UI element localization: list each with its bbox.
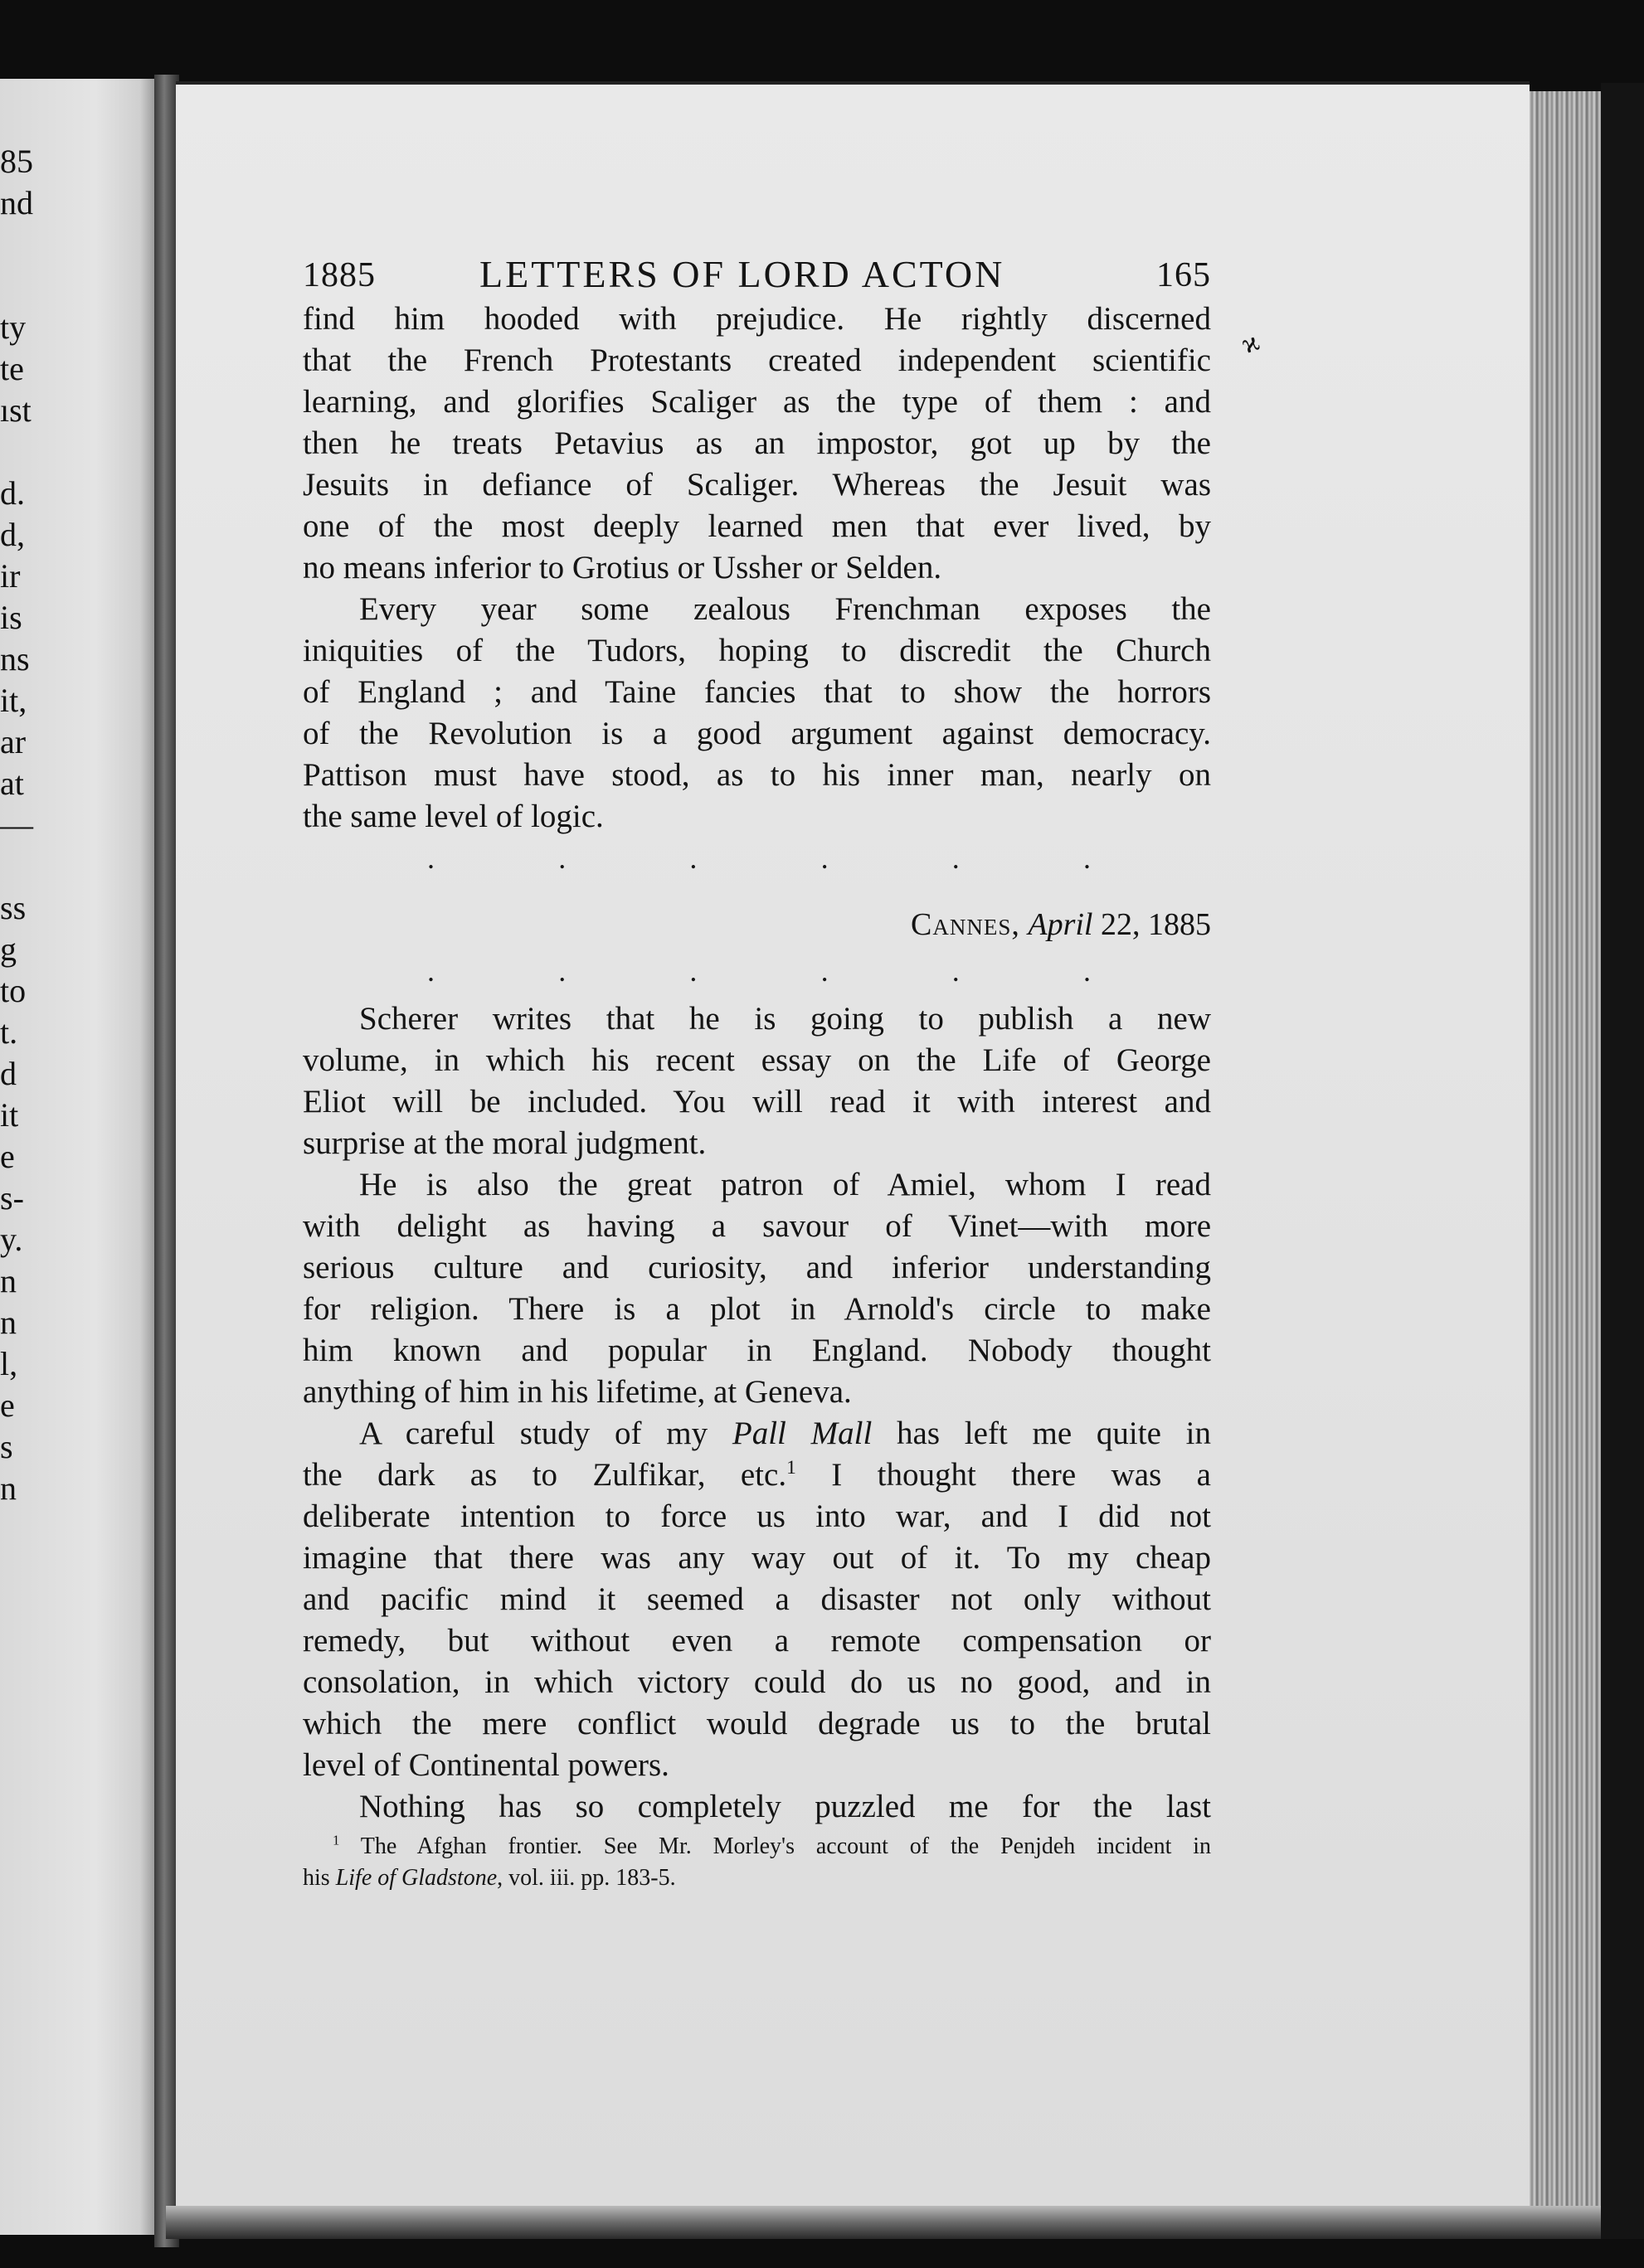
letter-dateline — [303, 904, 1211, 945]
left-page-fragment: ıst — [0, 391, 32, 429]
footnote-marker: 1 — [333, 1832, 340, 1848]
text-line: iniquities of the Tudors, hoping to discredit the Church — [303, 633, 1211, 668]
left-page-fragment: 85 — [0, 143, 33, 180]
dateline-place: Cannes, — [911, 907, 1020, 942]
footnote-reference: 1 — [786, 1457, 796, 1479]
dateline-date: 22, 1885 — [1101, 907, 1211, 942]
text-line: consolation, in which victory could do us no good, and in — [303, 1664, 1211, 1700]
text-run: A careful study of my — [359, 1416, 732, 1451]
left-page-fragment: n — [0, 1262, 17, 1299]
left-page-fragment: g — [0, 930, 17, 968]
text-line: no means inferior to Grotius or Ussher or Selden. — [303, 550, 942, 585]
ellipsis-dot: . — [558, 842, 567, 875]
ellipsis-dot: . — [689, 954, 698, 988]
left-page-fragment: d — [0, 1055, 17, 1092]
text-line: Jesuits in defiance of Scaliger. Whereas the Jesuit was — [303, 467, 1211, 503]
left-facing-page — [0, 79, 159, 2235]
running-head-title: LETTERS OF LORD ACTON — [479, 253, 1005, 295]
text-line: remedy, but without even a remote compensation or — [303, 1623, 1211, 1659]
left-page-fragment: s- — [0, 1179, 24, 1217]
italic-title: Life of Gladstone — [335, 1865, 498, 1891]
text-line: Nothing has so completely puzzled me for the last — [359, 1789, 1211, 1824]
text-line: volume, in which his recent essay on the Life of George — [303, 1042, 1211, 1078]
footnote-line — [303, 1831, 1211, 1862]
text-run: I thought there was a — [795, 1457, 1211, 1493]
paragraph-nothing — [303, 1786, 1211, 1828]
text-line: Scherer writes that he is going to publish a new — [359, 1001, 1211, 1037]
left-page-fragment: it, — [0, 682, 27, 719]
left-page-fragment: t. — [0, 1013, 18, 1051]
text-line — [303, 1413, 1211, 1455]
text-line: with delight as having a savour of Vinet—with more — [303, 1208, 1211, 1244]
left-page-fragment: ss — [0, 889, 27, 926]
left-page-fragment: nd — [0, 184, 33, 221]
text-line: one of the most deeply learned men that ever lived, by — [303, 508, 1211, 544]
text-line: Every year some zealous Frenchman exposes the — [359, 591, 1211, 627]
left-page-text-fragments — [0, 79, 159, 2235]
page-text-block — [303, 249, 1211, 1894]
ellipsis-dot: . — [820, 842, 829, 875]
ellipsis-dot: . — [427, 842, 435, 875]
text-line: of England ; and Taine fancies that to show the horrors — [303, 674, 1211, 710]
left-page-fragment: d, — [0, 516, 25, 553]
paragraph-pall-mall — [303, 1413, 1211, 1786]
left-page-fragment: e — [0, 1138, 15, 1175]
left-page-fragment: l, — [0, 1345, 18, 1382]
text-line: serious culture and curiosity, and inferior understanding — [303, 1250, 1211, 1285]
ellipsis-dot: . — [820, 954, 829, 988]
text-run: his — [303, 1865, 336, 1891]
footnote-line — [303, 1862, 1211, 1894]
paragraph — [303, 589, 1211, 838]
left-page-fragment: d. — [0, 474, 25, 512]
text-line: deliberate intention to force us into war, and I did not — [303, 1498, 1211, 1534]
paragraph — [303, 299, 1211, 589]
paragraph-amiel — [303, 1164, 1211, 1413]
left-page-fragment: ty — [0, 308, 27, 346]
ellipsis-dot: . — [1082, 842, 1091, 875]
paragraphs-before-ellipsis — [303, 299, 1211, 838]
text-line: for religion. There is a plot in Arnold's circle to make — [303, 1291, 1211, 1327]
left-page-fragment: y. — [0, 1221, 23, 1258]
left-page-fragment: — — [0, 806, 33, 843]
text-line: Pattison must have stood, as to his inner man, nearly on — [303, 757, 1211, 793]
ellipsis-dot: . — [558, 954, 567, 988]
text-line: of the Revolution is a good argument against democracy. — [303, 716, 1211, 751]
scan-border-right — [1601, 83, 1644, 2239]
page-edges — [1530, 91, 1601, 2231]
text-line: that the French Protestants created independent scientific — [303, 342, 1211, 378]
left-page-fragment: at — [0, 765, 24, 802]
ellipsis-dot: . — [951, 954, 960, 988]
text-line: him known and popular in England. Nobody thought — [303, 1333, 1211, 1368]
text-line: the same level of logic. — [303, 799, 604, 834]
left-page-fragment: it — [0, 1096, 19, 1134]
text-line: anything of him in his lifetime, at Geneva. — [303, 1374, 852, 1410]
text-line: Eliot will be included. You will read it with interest and — [303, 1084, 1211, 1119]
text-line: find him hooded with prejudice. He rightly discerned — [303, 301, 1211, 337]
left-page-fragment: ns — [0, 640, 30, 677]
text-line: He is also the great patron of Amiel, whom I read — [359, 1167, 1211, 1202]
text-line: level of Continental powers. — [303, 1747, 669, 1783]
text-line: learning, and glorifies Scaliger as the type of them : and — [303, 384, 1211, 420]
paragraph-scherer — [303, 998, 1211, 1164]
text-line: imagine that there was any way out of it. To my cheap — [303, 1540, 1211, 1576]
text-run: the dark as to Zulfikar, etc. — [303, 1457, 787, 1493]
ellipsis-dot: . — [427, 954, 435, 988]
left-page-fragment: to — [0, 972, 27, 1009]
text-line: surprise at the moral judgment. — [303, 1125, 707, 1161]
left-page-fragment: s — [0, 1428, 13, 1465]
text-run: has left me quite in — [872, 1416, 1211, 1451]
text-line: then he treats Petavius as an impostor, got up by the — [303, 425, 1211, 461]
page-number: 165 — [1156, 256, 1211, 294]
left-page-fragment: n — [0, 1469, 17, 1507]
italic-title: Pall Mall — [732, 1416, 873, 1451]
left-page-fragment: te — [0, 350, 24, 387]
ellipsis-dot: . — [1082, 954, 1091, 988]
ellipsis-dot: . — [689, 842, 698, 875]
text-run: , vol. iii. pp. 183-5. — [497, 1865, 676, 1891]
left-page-fragment: ar — [0, 723, 27, 760]
ellipsis-dot: . — [951, 842, 960, 875]
margin-pencil-mark: ϰ — [1238, 325, 1263, 361]
left-page-fragment: e — [0, 1387, 15, 1424]
page-bottom-edge — [166, 2206, 1601, 2239]
ellipsis-row — [427, 950, 1091, 992]
footnote — [303, 1831, 1211, 1894]
text-line: and pacific mind it seemed a disaster not only without — [303, 1581, 1211, 1617]
running-head-year: 1885 — [303, 256, 376, 294]
left-page-fragment: ir — [0, 557, 21, 595]
text-line — [303, 1455, 1211, 1496]
text-run: The Afghan frontier. See Mr. Morley's account of the Penjdeh incident in — [360, 1833, 1211, 1859]
running-head — [303, 249, 1211, 299]
text-line: which the mere conflict would degrade us to the brutal — [303, 1706, 1211, 1741]
letter-body — [303, 998, 1211, 1828]
dateline-month: April — [1028, 907, 1093, 942]
left-page-fragment: is — [0, 599, 22, 636]
left-page-fragment: n — [0, 1304, 17, 1341]
ellipsis-row — [427, 838, 1091, 879]
